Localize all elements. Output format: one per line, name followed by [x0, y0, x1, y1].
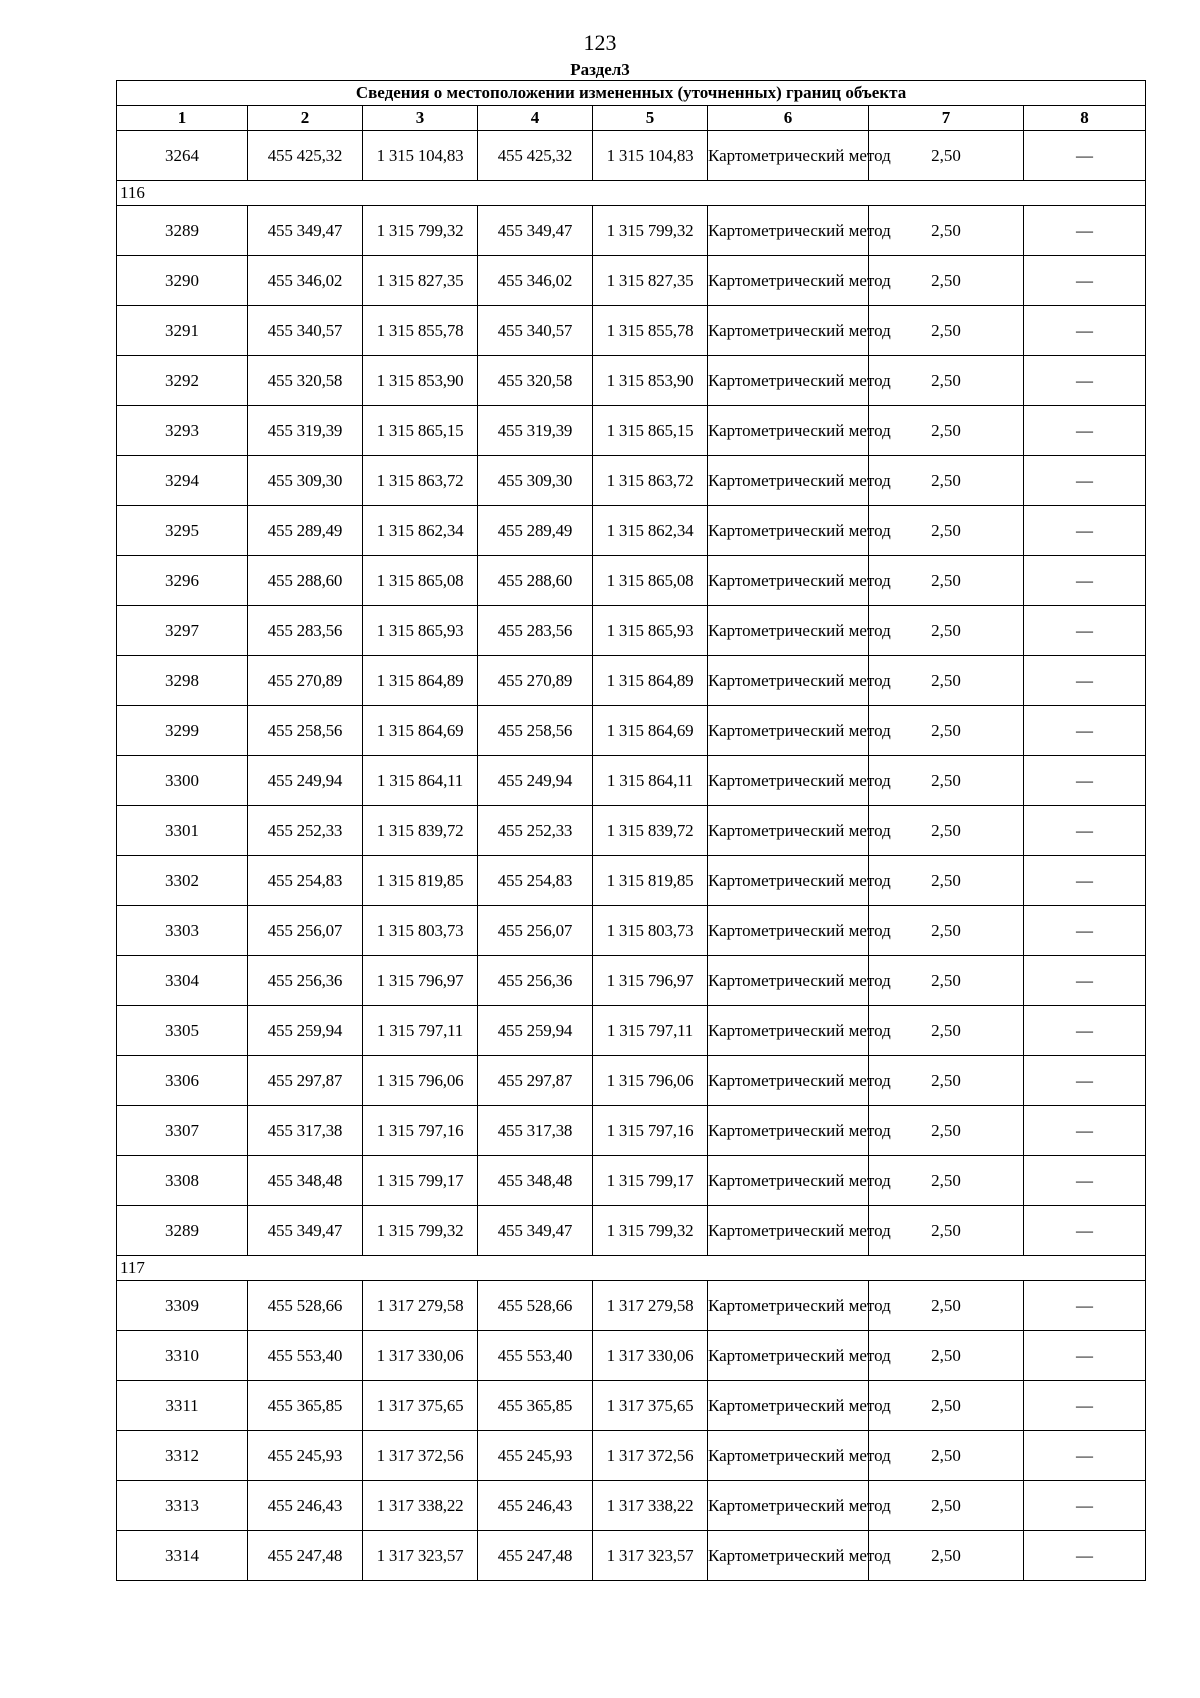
accuracy-cell: 2,50: [869, 806, 1024, 856]
accuracy-cell: 2,50: [869, 1331, 1024, 1381]
y-new-cell: 1 315 864,89: [593, 656, 708, 706]
x-old-cell: 455 349,47: [248, 1206, 363, 1256]
x-new-cell: 455 249,94: [478, 756, 593, 806]
note-cell: —: [1024, 131, 1146, 181]
method-cell: Картометрический метод: [708, 1331, 869, 1381]
accuracy-cell: 2,50: [869, 656, 1024, 706]
table-row: [117, 1006, 1146, 1056]
table-row: [117, 506, 1146, 556]
x-new-cell: 455 256,36: [478, 956, 593, 1006]
accuracy-cell: 2,50: [869, 206, 1024, 256]
table-row: [117, 131, 1146, 181]
y-new-cell: 1 317 338,22: [593, 1481, 708, 1531]
point-number-cell: 3308: [117, 1156, 248, 1206]
y-new-cell: 1 315 799,32: [593, 1206, 708, 1256]
y-new-cell: 1 315 819,85: [593, 856, 708, 906]
method-cell: Картометрический метод: [708, 306, 869, 356]
note-cell: —: [1024, 456, 1146, 506]
method-cell: Картометрический метод: [708, 356, 869, 406]
point-number-cell: 3312: [117, 1431, 248, 1481]
point-number-cell: 3305: [117, 1006, 248, 1056]
group-label: 116: [117, 181, 1146, 206]
point-number-cell: 3301: [117, 806, 248, 856]
y-new-cell: 1 315 797,11: [593, 1006, 708, 1056]
y-new-cell: 1 315 839,72: [593, 806, 708, 856]
x-new-cell: 455 425,32: [478, 131, 593, 181]
note-cell: —: [1024, 1281, 1146, 1331]
x-new-cell: 455 553,40: [478, 1331, 593, 1381]
x-new-cell: 455 252,33: [478, 806, 593, 856]
column-number-header: 3: [363, 106, 478, 131]
accuracy-cell: 2,50: [869, 956, 1024, 1006]
accuracy-cell: 2,50: [869, 1156, 1024, 1206]
note-cell: —: [1024, 506, 1146, 556]
x-old-cell: 455 289,49: [248, 506, 363, 556]
note-cell: —: [1024, 1006, 1146, 1056]
note-cell: —: [1024, 656, 1146, 706]
column-number-header: 2: [248, 106, 363, 131]
note-cell: —: [1024, 556, 1146, 606]
point-number-cell: 3289: [117, 206, 248, 256]
accuracy-cell: 2,50: [869, 1206, 1024, 1256]
x-new-cell: 455 258,56: [478, 706, 593, 756]
column-number-header: 6: [708, 106, 869, 131]
y-new-cell: 1 315 803,73: [593, 906, 708, 956]
accuracy-cell: 2,50: [869, 1006, 1024, 1056]
y-old-cell: 1 315 864,69: [363, 706, 478, 756]
y-new-cell: 1 317 375,65: [593, 1381, 708, 1431]
x-old-cell: 455 317,38: [248, 1106, 363, 1156]
y-old-cell: 1 317 375,65: [363, 1381, 478, 1431]
x-new-cell: 455 349,47: [478, 1206, 593, 1256]
method-cell: Картометрический метод: [708, 1531, 869, 1581]
note-cell: —: [1024, 406, 1146, 456]
method-cell: Картометрический метод: [708, 506, 869, 556]
note-cell: —: [1024, 1056, 1146, 1106]
note-cell: —: [1024, 256, 1146, 306]
y-new-cell: 1 315 797,16: [593, 1106, 708, 1156]
y-old-cell: 1 317 279,58: [363, 1281, 478, 1331]
table-body: [117, 131, 1146, 1581]
column-number-header: 7: [869, 106, 1024, 131]
y-old-cell: 1 315 865,15: [363, 406, 478, 456]
table-row: [117, 406, 1146, 456]
y-new-cell: 1 315 862,34: [593, 506, 708, 556]
method-cell: Картометрический метод: [708, 806, 869, 856]
accuracy-cell: 2,50: [869, 506, 1024, 556]
note-cell: —: [1024, 1531, 1146, 1581]
table-caption-row: [117, 81, 1146, 106]
note-cell: —: [1024, 1206, 1146, 1256]
y-old-cell: 1 315 855,78: [363, 306, 478, 356]
x-new-cell: 455 348,48: [478, 1156, 593, 1206]
note-cell: —: [1024, 1481, 1146, 1531]
method-cell: Картометрический метод: [708, 756, 869, 806]
x-old-cell: 455 245,93: [248, 1431, 363, 1481]
x-old-cell: 455 348,48: [248, 1156, 363, 1206]
method-cell: Картометрический метод: [708, 1481, 869, 1531]
table-row: [117, 1531, 1146, 1581]
x-new-cell: 455 283,56: [478, 606, 593, 656]
method-cell: Картометрический метод: [708, 256, 869, 306]
y-new-cell: 1 315 827,35: [593, 256, 708, 306]
table-row: [117, 1381, 1146, 1431]
y-old-cell: 1 317 338,22: [363, 1481, 478, 1531]
point-number-cell: 3302: [117, 856, 248, 906]
accuracy-cell: 2,50: [869, 856, 1024, 906]
y-new-cell: 1 315 865,08: [593, 556, 708, 606]
point-number-cell: 3290: [117, 256, 248, 306]
accuracy-cell: 2,50: [869, 706, 1024, 756]
y-new-cell: 1 315 799,32: [593, 206, 708, 256]
y-new-cell: 1 317 330,06: [593, 1331, 708, 1381]
table-row: [117, 556, 1146, 606]
note-cell: —: [1024, 1381, 1146, 1431]
point-number-cell: 3304: [117, 956, 248, 1006]
y-old-cell: 1 317 372,56: [363, 1431, 478, 1481]
method-cell: Картометрический метод: [708, 606, 869, 656]
note-cell: —: [1024, 306, 1146, 356]
section-title: Раздел3: [570, 60, 630, 79]
accuracy-cell: 2,50: [869, 1481, 1024, 1531]
y-old-cell: 1 315 863,72: [363, 456, 478, 506]
x-old-cell: 455 553,40: [248, 1331, 363, 1381]
y-old-cell: 1 315 862,34: [363, 506, 478, 556]
y-old-cell: 1 315 799,32: [363, 206, 478, 256]
method-cell: Картометрический метод: [708, 956, 869, 1006]
method-cell: Картометрический метод: [708, 1056, 869, 1106]
method-cell: Картометрический метод: [708, 1381, 869, 1431]
point-number-cell: 3300: [117, 756, 248, 806]
x-old-cell: 455 246,43: [248, 1481, 363, 1531]
x-new-cell: 455 297,87: [478, 1056, 593, 1106]
table-row: [117, 906, 1146, 956]
y-old-cell: 1 315 819,85: [363, 856, 478, 906]
y-old-cell: 1 315 796,97: [363, 956, 478, 1006]
y-old-cell: 1 315 799,32: [363, 1206, 478, 1256]
note-cell: —: [1024, 806, 1146, 856]
note-cell: —: [1024, 956, 1146, 1006]
table-row: [117, 806, 1146, 856]
method-cell: Картометрический метод: [708, 1281, 869, 1331]
y-new-cell: 1 317 279,58: [593, 1281, 708, 1331]
table-row: [117, 356, 1146, 406]
x-new-cell: 455 349,47: [478, 206, 593, 256]
note-cell: —: [1024, 906, 1146, 956]
point-number-cell: 3295: [117, 506, 248, 556]
point-number-cell: 3307: [117, 1106, 248, 1156]
y-new-cell: 1 315 853,90: [593, 356, 708, 406]
y-old-cell: 1 315 865,08: [363, 556, 478, 606]
method-cell: Картометрический метод: [708, 1431, 869, 1481]
point-number-cell: 3311: [117, 1381, 248, 1431]
table-row: [117, 856, 1146, 906]
point-number-cell: 3292: [117, 356, 248, 406]
x-old-cell: 455 346,02: [248, 256, 363, 306]
group-header-row: [117, 181, 1146, 206]
x-old-cell: 455 254,83: [248, 856, 363, 906]
y-old-cell: 1 317 330,06: [363, 1331, 478, 1381]
point-number-cell: 3293: [117, 406, 248, 456]
table-row: [117, 1156, 1146, 1206]
x-new-cell: 455 528,66: [478, 1281, 593, 1331]
point-number-cell: 3291: [117, 306, 248, 356]
y-new-cell: 1 315 796,06: [593, 1056, 708, 1106]
x-old-cell: 455 252,33: [248, 806, 363, 856]
x-new-cell: 455 319,39: [478, 406, 593, 456]
boundary-coordinates-table: [116, 80, 1146, 1581]
table-row: [117, 656, 1146, 706]
method-cell: Картометрический метод: [708, 1206, 869, 1256]
x-old-cell: 455 249,94: [248, 756, 363, 806]
note-cell: —: [1024, 356, 1146, 406]
point-number-cell: 3310: [117, 1331, 248, 1381]
table-row: [117, 756, 1146, 806]
table-row: [117, 956, 1146, 1006]
point-number-cell: 3296: [117, 556, 248, 606]
y-old-cell: 1 315 864,11: [363, 756, 478, 806]
method-cell: Картометрический метод: [708, 556, 869, 606]
x-new-cell: 455 289,49: [478, 506, 593, 556]
method-cell: Картометрический метод: [708, 406, 869, 456]
group-label: 117: [117, 1256, 1146, 1281]
table-row: [117, 1281, 1146, 1331]
point-number-cell: 3299: [117, 706, 248, 756]
table-row: [117, 206, 1146, 256]
accuracy-cell: 2,50: [869, 456, 1024, 506]
accuracy-cell: 2,50: [869, 1531, 1024, 1581]
method-cell: Картометрический метод: [708, 856, 869, 906]
x-new-cell: 455 346,02: [478, 256, 593, 306]
y-new-cell: 1 317 323,57: [593, 1531, 708, 1581]
accuracy-cell: 2,50: [869, 131, 1024, 181]
x-new-cell: 455 246,43: [478, 1481, 593, 1531]
y-old-cell: 1 315 853,90: [363, 356, 478, 406]
table-row: [117, 1431, 1146, 1481]
x-old-cell: 455 283,56: [248, 606, 363, 656]
x-old-cell: 455 288,60: [248, 556, 363, 606]
method-cell: Картометрический метод: [708, 1156, 869, 1206]
y-new-cell: 1 315 865,15: [593, 406, 708, 456]
y-new-cell: 1 315 863,72: [593, 456, 708, 506]
note-cell: —: [1024, 606, 1146, 656]
column-number-header: 1: [117, 106, 248, 131]
note-cell: —: [1024, 206, 1146, 256]
x-new-cell: 455 245,93: [478, 1431, 593, 1481]
x-new-cell: 455 317,38: [478, 1106, 593, 1156]
method-cell: Картометрический метод: [708, 456, 869, 506]
table-row: [117, 456, 1146, 506]
accuracy-cell: 2,50: [869, 906, 1024, 956]
x-old-cell: 455 349,47: [248, 206, 363, 256]
x-new-cell: 455 365,85: [478, 1381, 593, 1431]
method-cell: Картометрический метод: [708, 906, 869, 956]
point-number-cell: 3264: [117, 131, 248, 181]
note-cell: —: [1024, 1331, 1146, 1381]
y-new-cell: 1 315 796,97: [593, 956, 708, 1006]
x-new-cell: 455 256,07: [478, 906, 593, 956]
group-header-row: [117, 1256, 1146, 1281]
method-cell: Картометрический метод: [708, 1006, 869, 1056]
x-new-cell: 455 340,57: [478, 306, 593, 356]
x-old-cell: 455 528,66: [248, 1281, 363, 1331]
y-new-cell: 1 315 104,83: [593, 131, 708, 181]
accuracy-cell: 2,50: [869, 1431, 1024, 1481]
table-row: [117, 1481, 1146, 1531]
y-old-cell: 1 315 803,73: [363, 906, 478, 956]
point-number-cell: 3294: [117, 456, 248, 506]
table-row: [117, 1331, 1146, 1381]
note-cell: —: [1024, 1156, 1146, 1206]
method-cell: Картометрический метод: [708, 131, 869, 181]
point-number-cell: 3298: [117, 656, 248, 706]
point-number-cell: 3309: [117, 1281, 248, 1331]
x-new-cell: 455 309,30: [478, 456, 593, 506]
page-number: 123: [583, 30, 617, 55]
accuracy-cell: 2,50: [869, 606, 1024, 656]
y-new-cell: 1 315 799,17: [593, 1156, 708, 1206]
x-old-cell: 455 247,48: [248, 1531, 363, 1581]
table-row: [117, 306, 1146, 356]
y-old-cell: 1 315 864,89: [363, 656, 478, 706]
x-old-cell: 455 425,32: [248, 131, 363, 181]
accuracy-cell: 2,50: [869, 756, 1024, 806]
x-new-cell: 455 254,83: [478, 856, 593, 906]
method-cell: Картометрический метод: [708, 656, 869, 706]
x-old-cell: 455 270,89: [248, 656, 363, 706]
point-number-cell: 3314: [117, 1531, 248, 1581]
y-new-cell: 1 315 855,78: [593, 306, 708, 356]
x-old-cell: 455 319,39: [248, 406, 363, 456]
x-new-cell: 455 270,89: [478, 656, 593, 706]
table-row: [117, 706, 1146, 756]
x-new-cell: 455 320,58: [478, 356, 593, 406]
note-cell: —: [1024, 1431, 1146, 1481]
accuracy-cell: 2,50: [869, 1106, 1024, 1156]
method-cell: Картометрический метод: [708, 206, 869, 256]
column-number-header: 8: [1024, 106, 1146, 131]
x-old-cell: 455 256,36: [248, 956, 363, 1006]
note-cell: —: [1024, 856, 1146, 906]
y-old-cell: 1 315 827,35: [363, 256, 478, 306]
method-cell: Картометрический метод: [708, 706, 869, 756]
accuracy-cell: 2,50: [869, 406, 1024, 456]
column-number-header: 5: [593, 106, 708, 131]
x-old-cell: 455 320,58: [248, 356, 363, 406]
y-new-cell: 1 315 865,93: [593, 606, 708, 656]
x-old-cell: 455 365,85: [248, 1381, 363, 1431]
y-old-cell: 1 315 796,06: [363, 1056, 478, 1106]
accuracy-cell: 2,50: [869, 256, 1024, 306]
accuracy-cell: 2,50: [869, 1381, 1024, 1431]
table-row: [117, 256, 1146, 306]
x-old-cell: 455 256,07: [248, 906, 363, 956]
accuracy-cell: 2,50: [869, 556, 1024, 606]
y-old-cell: 1 315 104,83: [363, 131, 478, 181]
y-new-cell: 1 317 372,56: [593, 1431, 708, 1481]
y-old-cell: 1 315 797,11: [363, 1006, 478, 1056]
x-old-cell: 455 258,56: [248, 706, 363, 756]
x-old-cell: 455 340,57: [248, 306, 363, 356]
point-number-cell: 3303: [117, 906, 248, 956]
y-old-cell: 1 315 839,72: [363, 806, 478, 856]
y-old-cell: 1 315 865,93: [363, 606, 478, 656]
x-old-cell: 455 259,94: [248, 1006, 363, 1056]
x-new-cell: 455 259,94: [478, 1006, 593, 1056]
accuracy-cell: 2,50: [869, 356, 1024, 406]
point-number-cell: 3297: [117, 606, 248, 656]
x-old-cell: 455 297,87: [248, 1056, 363, 1106]
x-old-cell: 455 309,30: [248, 456, 363, 506]
x-new-cell: 455 288,60: [478, 556, 593, 606]
y-old-cell: 1 315 799,17: [363, 1156, 478, 1206]
table-row: [117, 606, 1146, 656]
y-new-cell: 1 315 864,69: [593, 706, 708, 756]
y-old-cell: 1 317 323,57: [363, 1531, 478, 1581]
table-row: [117, 1106, 1146, 1156]
note-cell: —: [1024, 756, 1146, 806]
table-caption: Сведения о местоположении измененных (уточненных) границ объекта: [117, 81, 1146, 106]
method-cell: Картометрический метод: [708, 1106, 869, 1156]
y-old-cell: 1 315 797,16: [363, 1106, 478, 1156]
x-new-cell: 455 247,48: [478, 1531, 593, 1581]
table-row: [117, 1206, 1146, 1256]
note-cell: —: [1024, 706, 1146, 756]
accuracy-cell: 2,50: [869, 1056, 1024, 1106]
table-row: [117, 1056, 1146, 1106]
point-number-cell: 3306: [117, 1056, 248, 1106]
point-number-cell: 3289: [117, 1206, 248, 1256]
point-number-cell: 3313: [117, 1481, 248, 1531]
note-cell: —: [1024, 1106, 1146, 1156]
y-new-cell: 1 315 864,11: [593, 756, 708, 806]
accuracy-cell: 2,50: [869, 306, 1024, 356]
accuracy-cell: 2,50: [869, 1281, 1024, 1331]
column-number-row: [117, 106, 1146, 131]
column-number-header: 4: [478, 106, 593, 131]
